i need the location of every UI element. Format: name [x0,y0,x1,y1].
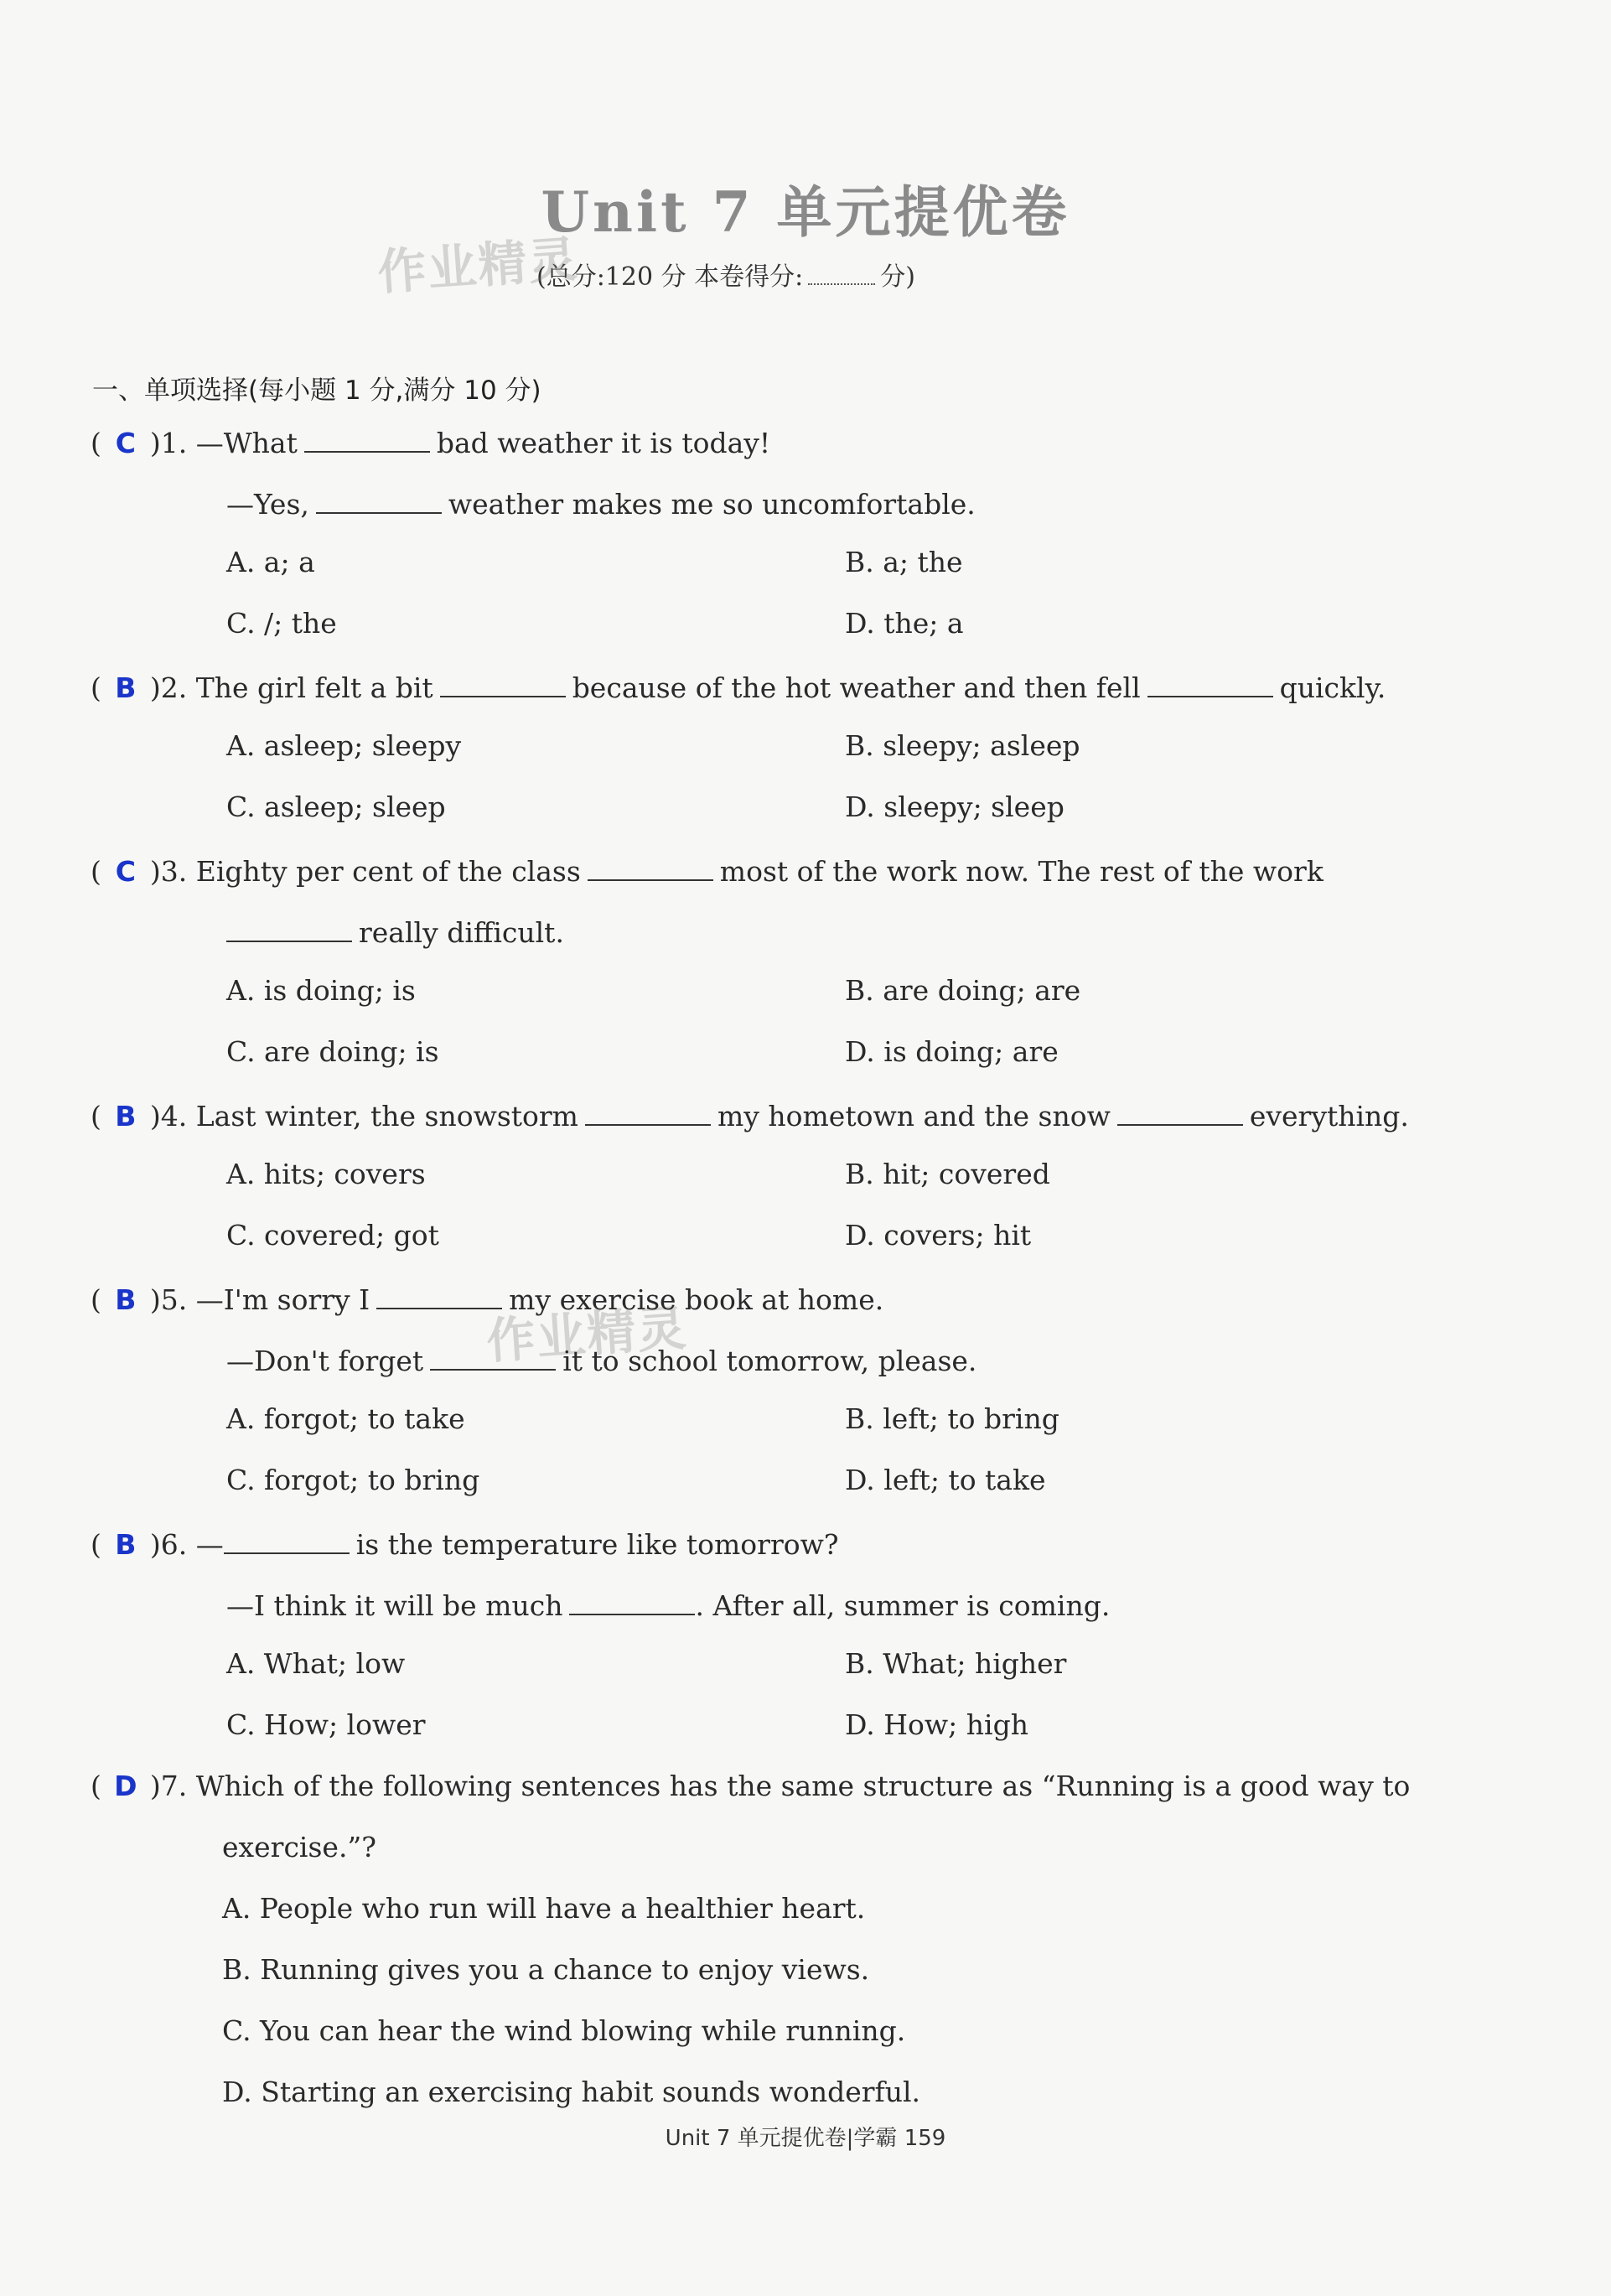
answer-blank [1117,1096,1243,1126]
option-c: C. /; the [226,607,337,640]
option-b: B. What; higher [845,1647,1067,1680]
question-text: really difficult. [359,916,564,949]
question-text: —Don't forget [226,1345,424,1377]
answer-blank [316,485,442,514]
question-5-line-2 [226,1341,976,1377]
question-number: )5. [149,1283,188,1316]
question-text: —I think it will be much [226,1589,563,1622]
answer-mark: C [115,855,136,888]
option-d: D. covers; hit [845,1219,1032,1252]
option-b: B. left; to bring [845,1402,1059,1435]
option-c: C. covered; got [226,1219,439,1252]
question-text: quickly. [1279,671,1386,704]
question-number: )6. [149,1528,188,1561]
option-c: C. How; lower [226,1708,426,1741]
question-1-line-2 [226,485,976,521]
answer-blank [569,1586,695,1615]
question-6: ( B )6. — is the temperature like tomorrow? [91,1525,839,1561]
answer-blank [440,668,566,697]
option-b: B. hit; covered [845,1158,1050,1190]
watermark: 作业精灵 [484,1298,690,1371]
watermark: 作业精灵 [376,230,581,302]
option-a: A. forgot; to take [226,1402,465,1435]
score-blank [808,283,875,285]
question-text: my hometown and the snow [717,1100,1111,1132]
option-c: C. asleep; sleep [226,790,446,823]
option-b: B. a; the [845,546,963,578]
question-3-line-2 [226,913,564,949]
question-text: The girl felt a bit [195,671,433,704]
question-1: ( C )1. —What bad weather it is today! [91,423,770,459]
question-2: ( B )2. The girl felt a bit because of the hot weather and then fell quickly. [91,668,1386,704]
answer-blank [1147,668,1273,697]
answer-mark: B [115,671,137,704]
question-6-line-2 [226,1586,1110,1622]
option-d: D. the; a [845,607,964,640]
page-footer: Unit 7 单元提优卷|学霸 159 [665,2126,946,2151]
option-c: C. forgot; to bring [226,1464,480,1496]
score-line-start: (总分:120 分 本卷得分: [536,262,804,292]
option-d: D. Starting an exercising habit sounds wonderful. [222,2076,921,2108]
section-heading: 一、单项选择(每小题 1 分,满分 10 分) [92,376,541,406]
question-text: Eighty per cent of the class [195,855,581,888]
answer-blank [588,852,713,881]
question-text: is the temperature like tomorrow? [355,1528,839,1561]
option-a: A. hits; covers [226,1158,426,1190]
option-c: C. You can hear the wind blowing while running. [222,2014,906,2047]
answer-blank [585,1096,711,1126]
question-number: )1. [149,427,188,459]
question-text: my exercise book at home. [509,1283,884,1316]
question-5: ( B )5. —I'm sorry I my exercise book at home. [91,1280,883,1316]
answer-blank [226,913,352,942]
question-text: — [195,1528,224,1561]
option-d: D. is doing; are [845,1035,1059,1068]
answer-mark: D [114,1770,137,1802]
option-c: C. are doing; is [226,1035,439,1068]
question-text: —What [195,427,298,459]
answer-blank [304,423,430,453]
question-text: . After all, summer is coming. [695,1589,1111,1622]
option-d: D. left; to take [845,1464,1046,1496]
question-text: it to school tomorrow, please. [562,1345,977,1377]
option-a: A. a; a [226,546,315,578]
answer-mark: B [115,1100,137,1132]
option-a: A. People who run will have a healthier heart. [222,1892,866,1925]
answer-blank [224,1525,350,1554]
option-a: A. asleep; sleepy [226,729,462,762]
answer-mark: B [115,1528,137,1561]
question-text: weather makes me so uncomfortable. [448,488,976,521]
question-text: everything. [1249,1100,1409,1132]
answer-blank [430,1341,556,1371]
question-number: )2. [149,671,188,704]
score-line-end: 分) [880,262,915,292]
question-7: ( D )7. Which of the following sentences has the same structure as “Running is a good way to [91,1770,1411,1802]
answer-mark: B [115,1283,137,1316]
question-text: Which of the following sentences has the same structure as “Running is a good way to [195,1770,1411,1802]
option-a: A. What; low [226,1647,406,1680]
answer-mark: C [115,427,136,459]
option-a: A. is doing; is [226,974,416,1007]
question-number: )3. [149,855,188,888]
question-4: ( B )4. Last winter, the snowstorm my hometown and the snow everything. [91,1096,1409,1132]
question-7-line-2: exercise.”? [222,1831,376,1863]
question-number: )7. [149,1770,188,1802]
question-number: )4. [149,1100,188,1132]
answer-blank [376,1280,502,1309]
page-title: Unit 7 单元提优卷 [541,179,1070,245]
question-text: Last winter, the snowstorm [195,1100,578,1132]
option-d: D. How; high [845,1708,1028,1741]
question-3: ( C )3. Eighty per cent of the class most of the work now. The rest of the work [91,852,1324,888]
question-text: because of the hot weather and then fell [572,671,1141,704]
option-b: B. are doing; are [845,974,1081,1007]
option-b: B. Running gives you a chance to enjoy views. [222,1953,870,1986]
option-b: B. sleepy; asleep [845,729,1080,762]
question-text: —I'm sorry I [195,1283,370,1316]
score-line [536,256,915,293]
option-d: D. sleepy; sleep [845,790,1065,823]
question-text: bad weather it is today! [436,427,771,459]
question-text: most of the work now. The rest of the work [719,855,1324,888]
question-text: —Yes, [226,488,309,521]
